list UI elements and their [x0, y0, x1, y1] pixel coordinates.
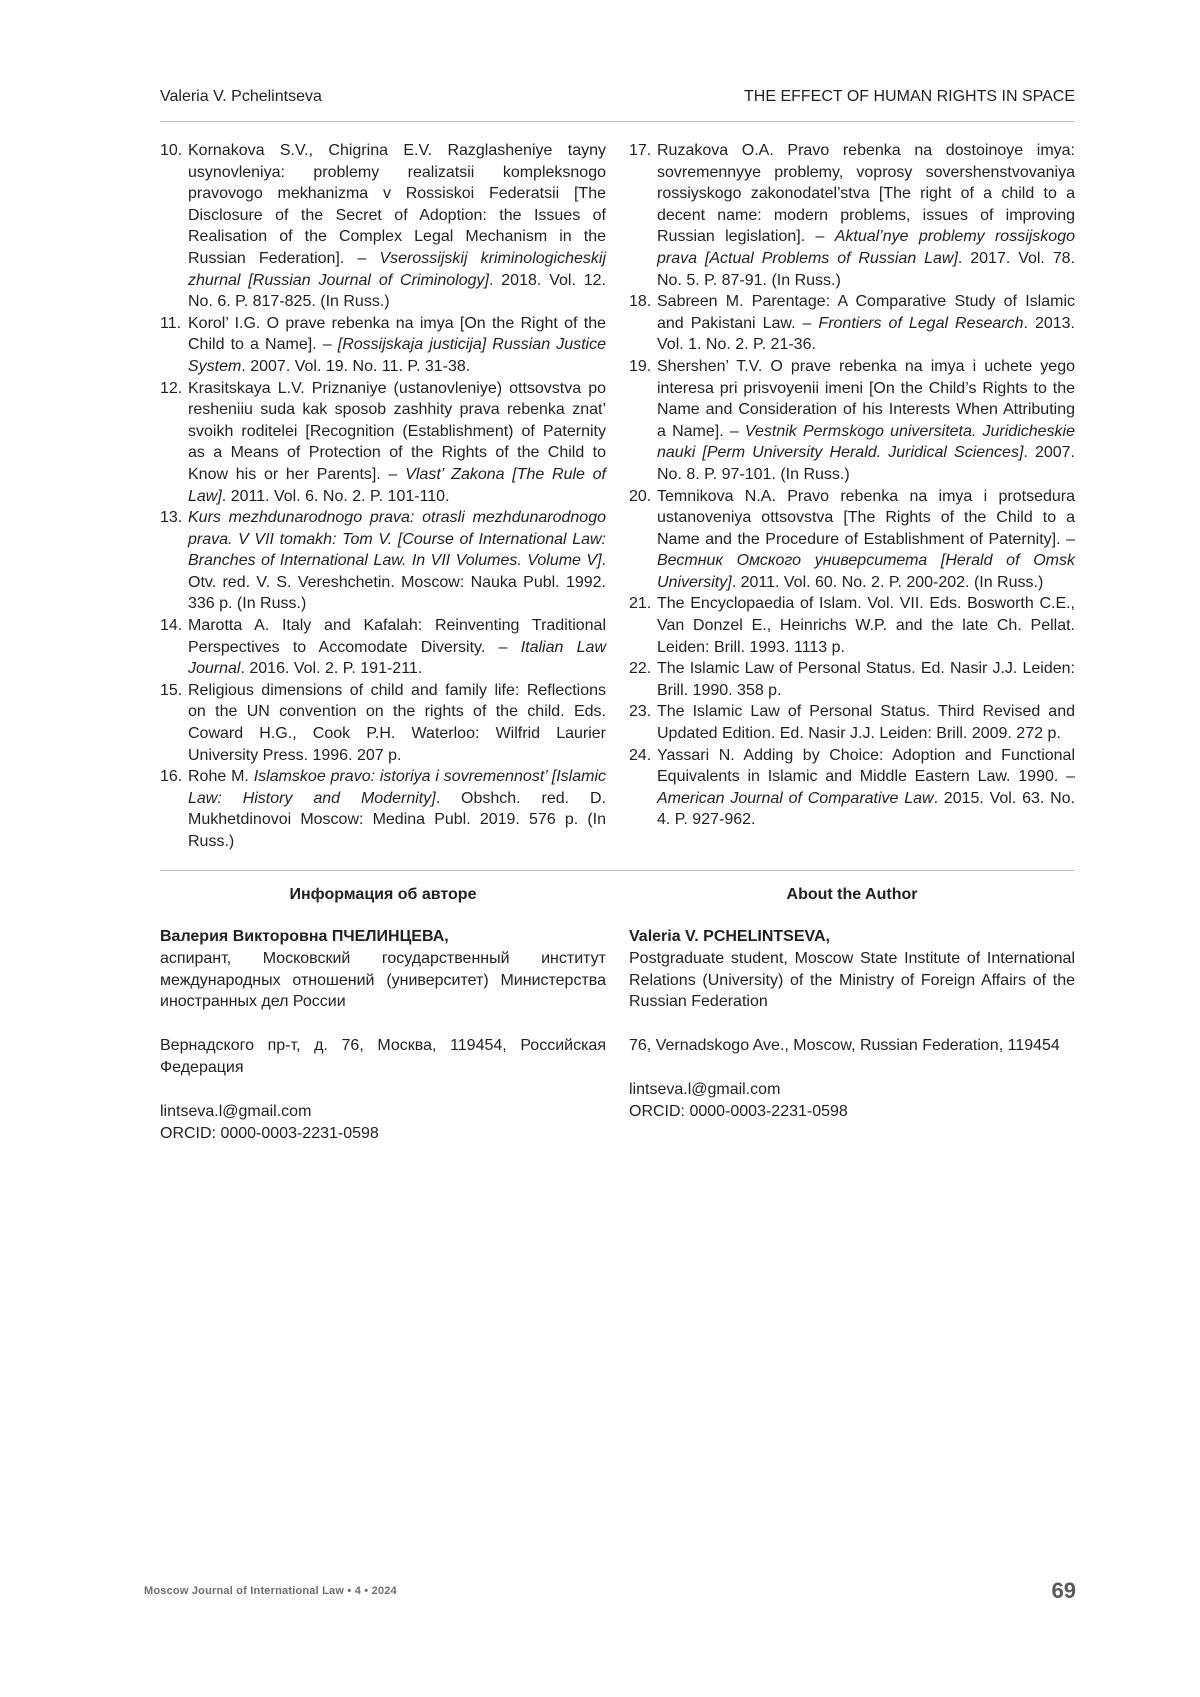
- reference-item: [629, 658, 1075, 701]
- references-list-left: [160, 140, 606, 853]
- reference-number: 23.: [629, 701, 651, 723]
- reference-item: [160, 766, 606, 852]
- reference-text: Shershen’ T.V. O prave rebenka na imya i uchete yego interesa pri prisvoyenii imeni [On the Child’s Rights to the Name and Consideration of his Interests When Attributing a Name]. –: [657, 358, 1075, 440]
- reference-text: The Islamic Law of Personal Status. Ed. Nasir J.J. Leiden: Brill. 1990. 358 p.: [657, 660, 1075, 699]
- author-position: Postgraduate student, Moscow State Institute of International Relations (University) of the Ministry of Foreign Affairs of the Russian Federation: [629, 948, 1075, 1013]
- reference-item: [160, 615, 606, 680]
- author-email: lintseva.l@gmail.com: [629, 1079, 1075, 1101]
- header-author: Valeria V. Pchelintseva: [160, 88, 322, 106]
- reference-details: . 2016. Vol. 2. P. 191-211.: [240, 660, 422, 677]
- reference-item: [629, 356, 1075, 486]
- reference-source: Vlast’ Zakona [The Rule of Law]: [188, 466, 606, 505]
- reference-text: Temnikova N.A. Pravo rebenka na imya i protsedura ustanoveniya ottsovstva [The Rights of the Child to a Name and the Procedure of Establishment of Paternity]. –: [657, 488, 1075, 548]
- reference-source: Frontiers of Legal Research: [818, 315, 1023, 332]
- reference-number: 24.: [629, 745, 651, 767]
- reference-text: The Islamic Law of Personal Status. Third Revised and Updated Edition. Ed. Nasir J.J. Leiden: Brill. 2009. 272 p.: [657, 703, 1075, 742]
- reference-text: Rohe M.: [188, 768, 254, 785]
- header-title: THE EFFECT OF HUMAN RIGHTS IN SPACE: [744, 88, 1075, 106]
- reference-details: . 2017. Vol. 78. No. 5. P. 87-91. (In Russ.): [657, 250, 1075, 289]
- references-list-right: [629, 140, 1075, 831]
- references-right-column: [629, 140, 1075, 831]
- reference-details: . 2011. Vol. 6. No. 2. P. 101-110.: [222, 488, 450, 505]
- reference-text: Sabreen M. Parentage: A Comparative Study of Islamic and Pakistani Law. –: [657, 293, 1075, 332]
- reference-number: 17.: [629, 140, 651, 162]
- reference-item: [629, 593, 1075, 658]
- reference-number: 13.: [160, 507, 182, 529]
- reference-number: 10.: [160, 140, 182, 162]
- reference-item: [160, 680, 606, 766]
- page-number: 69: [1052, 1578, 1076, 1604]
- reference-text: Religious dimensions of child and family life: Reflections on the UN convention on the rights of the child. Eds. Coward H.G., Cook P.H. Waterloo: Wilfrid Laurier University Press. 1996. 207 p.: [188, 682, 606, 764]
- author-email: lintseva.l@gmail.com: [160, 1101, 606, 1123]
- reference-text: Kornakova S.V., Chigrina E.V. Razglasheniye tayny usynovleniya: problemy realizatsii kompleksnogo pravovogo mekhanizma v Rossiskoi Federatsii [The Disclosure of the Secret of Adoption: the Issues of Realisation of the Complex Legal Mechanism in the Russian Federation]. –: [188, 142, 606, 267]
- reference-number: 19.: [629, 356, 651, 378]
- reference-item: [629, 140, 1075, 291]
- reference-details: . 2011. Vol. 60. No. 2. P. 200-202. (In Russ.): [732, 574, 1044, 591]
- reference-number: 16.: [160, 766, 182, 788]
- reference-details: . 2007. Vol. 19. No. 11. P. 31-38.: [241, 358, 470, 375]
- author-name: Валерия Викторовна ПЧЕЛИНЦЕВА,: [160, 926, 606, 948]
- header-divider: [160, 121, 1075, 122]
- references-left-column: [160, 140, 606, 853]
- reference-source: Italian Law Journal: [188, 639, 606, 678]
- author-orcid: ORCID: 0000-0003-2231-0598: [160, 1123, 606, 1145]
- reference-number: 12.: [160, 378, 182, 400]
- running-header: [160, 88, 1075, 114]
- reference-source: Islamskoe pravo: istoriya i sovremennost’ [Islamic Law: History and Modernity]: [188, 768, 606, 807]
- reference-details: . 2007. No. 8. P. 97-101. (In Russ.): [657, 444, 1075, 483]
- reference-details: . 2015. Vol. 63. No. 4. P. 927-962.: [657, 790, 1075, 829]
- author-address: 76, Vernadskogo Ave., Moscow, Russian Federation, 119454: [629, 1035, 1075, 1057]
- author-info-heading-en: About the Author: [629, 886, 1075, 904]
- section-divider: [160, 870, 1075, 871]
- reference-item: [629, 291, 1075, 356]
- reference-number: 14.: [160, 615, 182, 637]
- reference-number: 22.: [629, 658, 651, 680]
- reference-number: 21.: [629, 593, 651, 615]
- reference-item: [629, 745, 1075, 831]
- author-orcid: ORCID: 0000-0003-2231-0598: [629, 1101, 1075, 1123]
- reference-text: Yassari N. Adding by Choice: Adoption and Functional Equivalents in Islamic and Middle Eastern Law. 1990. –: [657, 747, 1075, 786]
- reference-text: Krasitskaya L.V. Priznaniye (ustanovleniye) ottsovstva po resheniiu suda kak sposob zashhity prava rebenka znat’ svoikh roditelei [Recognition (Establishment) of Paternity as a Means of Protection of the Rights of the Child to Know his or her Parents]. –: [188, 380, 606, 483]
- reference-source: Kurs mezhdunarodnogo prava: otrasli mezhdunarodnogo prava. V VII tomakh: Tom V. [Course of International Law: Branches of International Law. In VII Volumes. Volume V]: [188, 509, 606, 569]
- reference-item: [160, 313, 606, 378]
- reference-text: Ruzakova O.A. Pravo rebenka na dostoinoye imya: sovremennyye problemy, voprosy sovershenstvovaniya rossiyskogo zakonodatel’stva [The right of a child to a decent name: modern problems, issues of improving Russian legislation]. –: [657, 142, 1075, 245]
- reference-number: 15.: [160, 680, 182, 702]
- reference-source: Vestnik Permskogo universiteta. Juridicheskie nauki [Perm University Herald. Juridical Sciences]: [657, 423, 1075, 462]
- author-info-en: [629, 926, 1075, 1123]
- reference-details: . 2013. Vol. 1. No. 2. P. 21-36.: [657, 315, 1075, 354]
- reference-number: 11.: [160, 313, 181, 335]
- reference-source: Вестник Омского университета [Herald of Omsk University]: [657, 552, 1075, 591]
- reference-text: Korol’ I.G. O prave rebenka na imya [On the Right of the Child to a Name]. –: [188, 315, 606, 354]
- author-address: Вернадского пр-т, д. 76, Москва, 119454, Российская Федерация: [160, 1035, 606, 1079]
- reference-item: [160, 140, 606, 313]
- reference-source: [Rossijskaja justicija] Russian Justice System: [188, 336, 606, 375]
- reference-details: . 2018. Vol. 12. No. 6. P. 817-825. (In Russ.): [188, 272, 606, 311]
- reference-item: [629, 701, 1075, 744]
- author-name: Valeria V. PCHELINTSEVA,: [629, 926, 1075, 948]
- author-info-ru: [160, 926, 606, 1144]
- footer-journal: Moscow Journal of International Law • 4 • 2024: [144, 1585, 397, 1597]
- reference-details: . Obshch. red. D. Mukhetdinovoi Moscow: Medina Publ. 2019. 576 p. (In Russ.): [188, 790, 606, 850]
- reference-source: American Journal of Comparative Law: [657, 790, 934, 807]
- reference-text: Marotta A. Italy and Kafalah: Reinventing Traditional Perspectives to Accomodate Diversity. –: [188, 617, 606, 656]
- reference-number: 18.: [629, 291, 651, 313]
- reference-item: [160, 378, 606, 508]
- reference-text: The Encyclopaedia of Islam. Vol. VII. Eds. Bosworth C.E., Van Donzel E., Heinrichs W.P. and the late Ch. Pellat. Leiden: Brill. 1993. 1113 p.: [657, 595, 1075, 655]
- reference-source: Vserossijskij kriminologicheskij zhurnal [Russian Journal of Criminology]: [188, 250, 606, 289]
- author-info-heading-ru: Информация об авторе: [160, 886, 606, 904]
- reference-item: [160, 507, 606, 615]
- reference-number: 20.: [629, 486, 651, 508]
- reference-item: [629, 486, 1075, 594]
- reference-source: Aktual’nye problemy rossijskogo prava [Actual Problems of Russian Law]: [657, 228, 1075, 267]
- author-position: аспирант, Московский государственный институт международных отношений (университет) Министерства иностранных дел России: [160, 948, 606, 1013]
- reference-details: . Otv. red. V. S. Vereshchetin. Moscow: Nauka Publ. 1992. 336 p. (In Russ.): [188, 552, 606, 612]
